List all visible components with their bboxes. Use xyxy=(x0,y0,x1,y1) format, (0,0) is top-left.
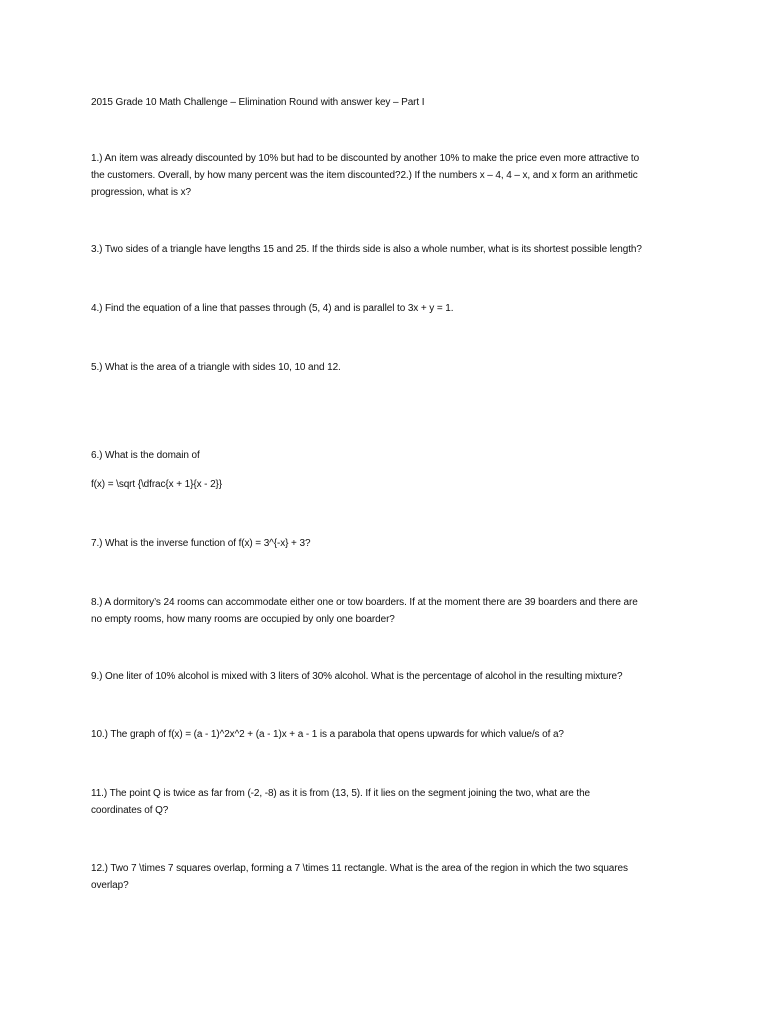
question-6-formula: f(x) = \sqrt {\dfrac{x + 1}{x - 2}} xyxy=(91,479,223,490)
question-1-line-3: progression, what is x? xyxy=(91,187,191,198)
question-3: 3.) Two sides of a triangle have lengths 15 and 25. If the thirds side is also a whole number, what is its shortest possible length? xyxy=(91,244,642,255)
question-5: 5.) What is the area of a triangle with sides 10, 10 and 12. xyxy=(91,362,341,373)
question-1-line-1: 1.) An item was already discounted by 10% but had to be discounted by another 10% to make the price even more attractive to xyxy=(91,153,640,164)
question-4: 4.) Find the equation of a line that passes through (5, 4) and is parallel to 3x + y = 1. xyxy=(91,303,454,314)
question-11-line-1: 11.) The point Q is twice as far from (-2, -8) as it is from (13, 5). If it lies on the segment joining the two, what are the xyxy=(91,788,591,799)
question-8-line-2: no empty rooms, how many rooms are occupied by only one boarder? xyxy=(91,614,395,625)
question-1-line-2: the customers. Overall, by how many percent was the item discounted?2.) If the numbers x – 4, 4 – x, and x form an arithmetic xyxy=(91,170,638,181)
question-10: 10.) The graph of f(x) = (a - 1)^2x^2 + (a - 1)x + a - 1 is a parabola that opens upwards for which value/s of a? xyxy=(91,729,564,740)
question-8-line-1: 8.) A dormitory’s 24 rooms can accommodate either one or tow boarders. If at the moment there are 39 boarders and there are xyxy=(91,597,638,608)
question-12-line-2: overlap? xyxy=(91,880,129,891)
document-title: 2015 Grade 10 Math Challenge – Elimination Round with answer key – Part I xyxy=(91,97,425,108)
question-7: 7.) What is the inverse function of f(x) = 3^{-x} + 3? xyxy=(91,538,311,549)
question-11-line-2: coordinates of Q? xyxy=(91,805,169,816)
question-12-line-1: 12.) Two 7 \times 7 squares overlap, forming a 7 \times 11 rectangle. What is the area of the region in which the two squares xyxy=(91,863,628,874)
question-6-line-1: 6.) What is the domain of xyxy=(91,450,200,461)
question-9: 9.) One liter of 10% alcohol is mixed with 3 liters of 30% alcohol. What is the percentage of alcohol in the resulting mixture? xyxy=(91,671,623,682)
